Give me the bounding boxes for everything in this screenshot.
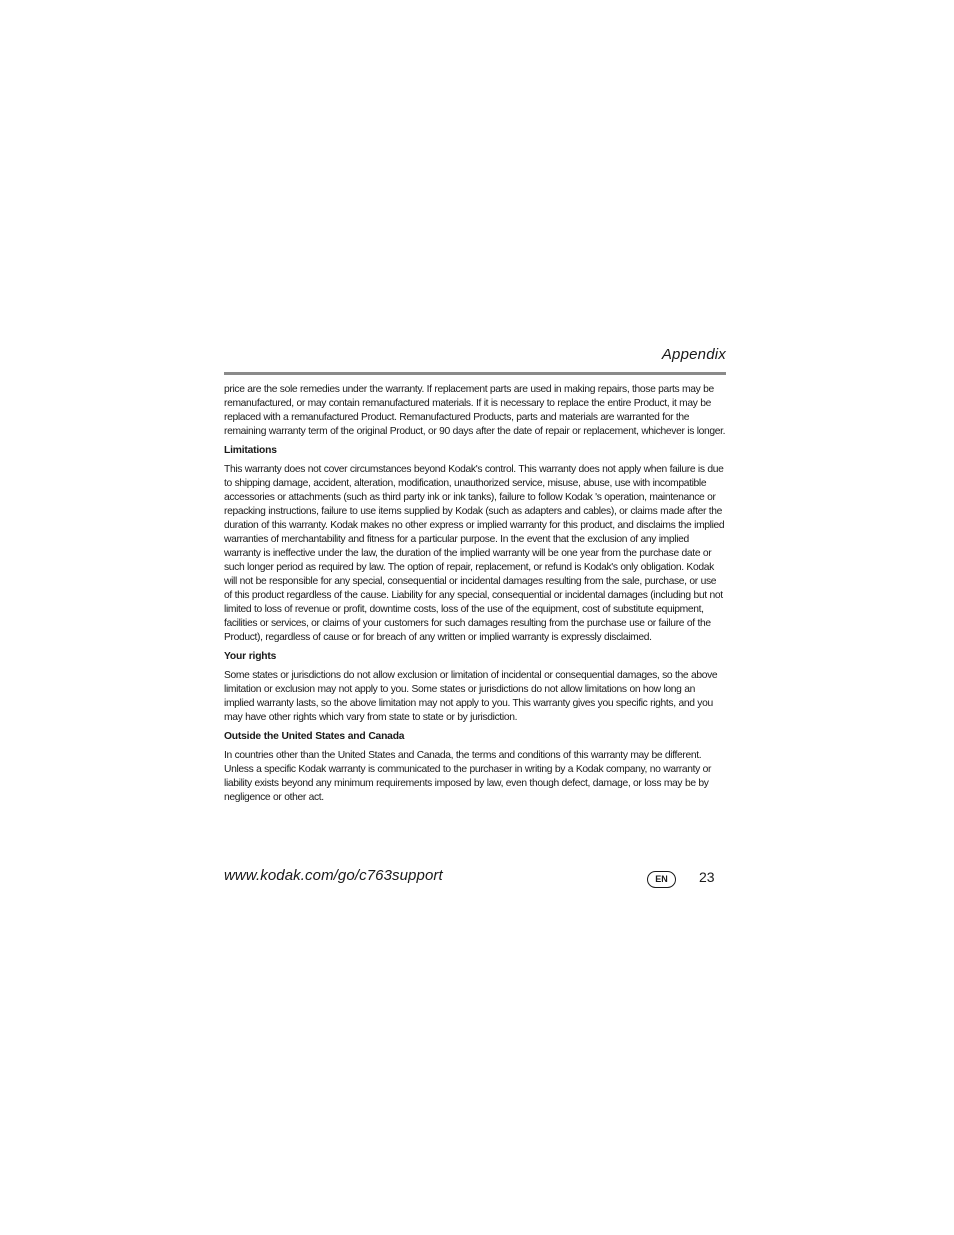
intro-paragraph: price are the sole remedies under the warranty. If replacement parts are used in making repairs, those parts may be remanufactured, or may contain remanufactured materials. If it is necessary to replace the entire Product, it may be replaced with a remanufactured Product. Remanufactured Products, parts and materials are warranted for the remaining warranty term of the original Product, or 90 days after the date of repair or replacement, whichever is longer. bbox=[224, 384, 726, 437]
outside-us-canada-paragraph: In countries other than the United States and Canada, the terms and conditions of this warranty may be different. Unless a specific Kodak warranty is communicated to the purchaser in writing by a Kodak company, no warranty or liability exists beyond any minimum requirements imposed by law, even though defect, damage, or loss may be by negligence or other act. bbox=[224, 750, 712, 803]
warranty-content bbox=[224, 383, 726, 810]
limitations-paragraph: This warranty does not cover circumstances beyond Kodak's control. This warranty does not apply when failure is due to shipping damage, accident, alteration, modification, unauthorized service, misuse, abuse, use with incompatible accessories or attachments (such as third party ink or ink tanks), failure to follow Kodak 's operation, maintenance or repacking instructions, failure to use items supplied by Kodak (such as adapters and cables), or claims made after the duration of this warranty. Kodak makes no other express or implied warranty for this product, and disclaims the implied warranties of merchantability and fitness for a particular purpose. In the event that the exclusion of any implied warranty is ineffective under the law, the duration of the implied warranty will be one year from the purchase date or such longer period as required by law. The option of repair, replacement, or refund is Kodak's only obligation. Kodak will not be responsible for any special, consequential or incidental damages resulting from the sale, purchase, or use of this product regardless of the cause. Liability for any special, consequential or incidental damages (including but not limited to loss of revenue or profit, downtime costs, loss of the use of the equipment, cost of substitute equipment, facilities or services, or claims of your customers for such damages resulting from the purchase use or failure of the Product), regardless of cause or for breach of any written or implied warranty is expressly disclaimed. bbox=[224, 464, 725, 643]
header-divider bbox=[224, 372, 726, 375]
page-header-title: Appendix bbox=[661, 346, 726, 363]
limitations-heading: Limitations bbox=[224, 445, 277, 456]
page-number: 23 bbox=[699, 869, 715, 885]
support-url-link[interactable]: www.kodak.com/go/c763support bbox=[224, 867, 443, 884]
your-rights-heading: Your rights bbox=[224, 651, 277, 662]
outside-us-canada-heading: Outside the United States and Canada bbox=[224, 731, 405, 742]
your-rights-paragraph: Some states or jurisdictions do not allow exclusion or limitation of incidental or consequential damages, so the above limitation or exclusion may not apply to you. Some states or jurisdictions do not allow limitations on how long an implied warranty lasts, so the above limitation may not apply to you. This warranty gives you specific rights, and you may have other rights which vary from state to state or by jurisdiction. bbox=[224, 670, 718, 723]
language-badge: EN bbox=[647, 871, 676, 888]
